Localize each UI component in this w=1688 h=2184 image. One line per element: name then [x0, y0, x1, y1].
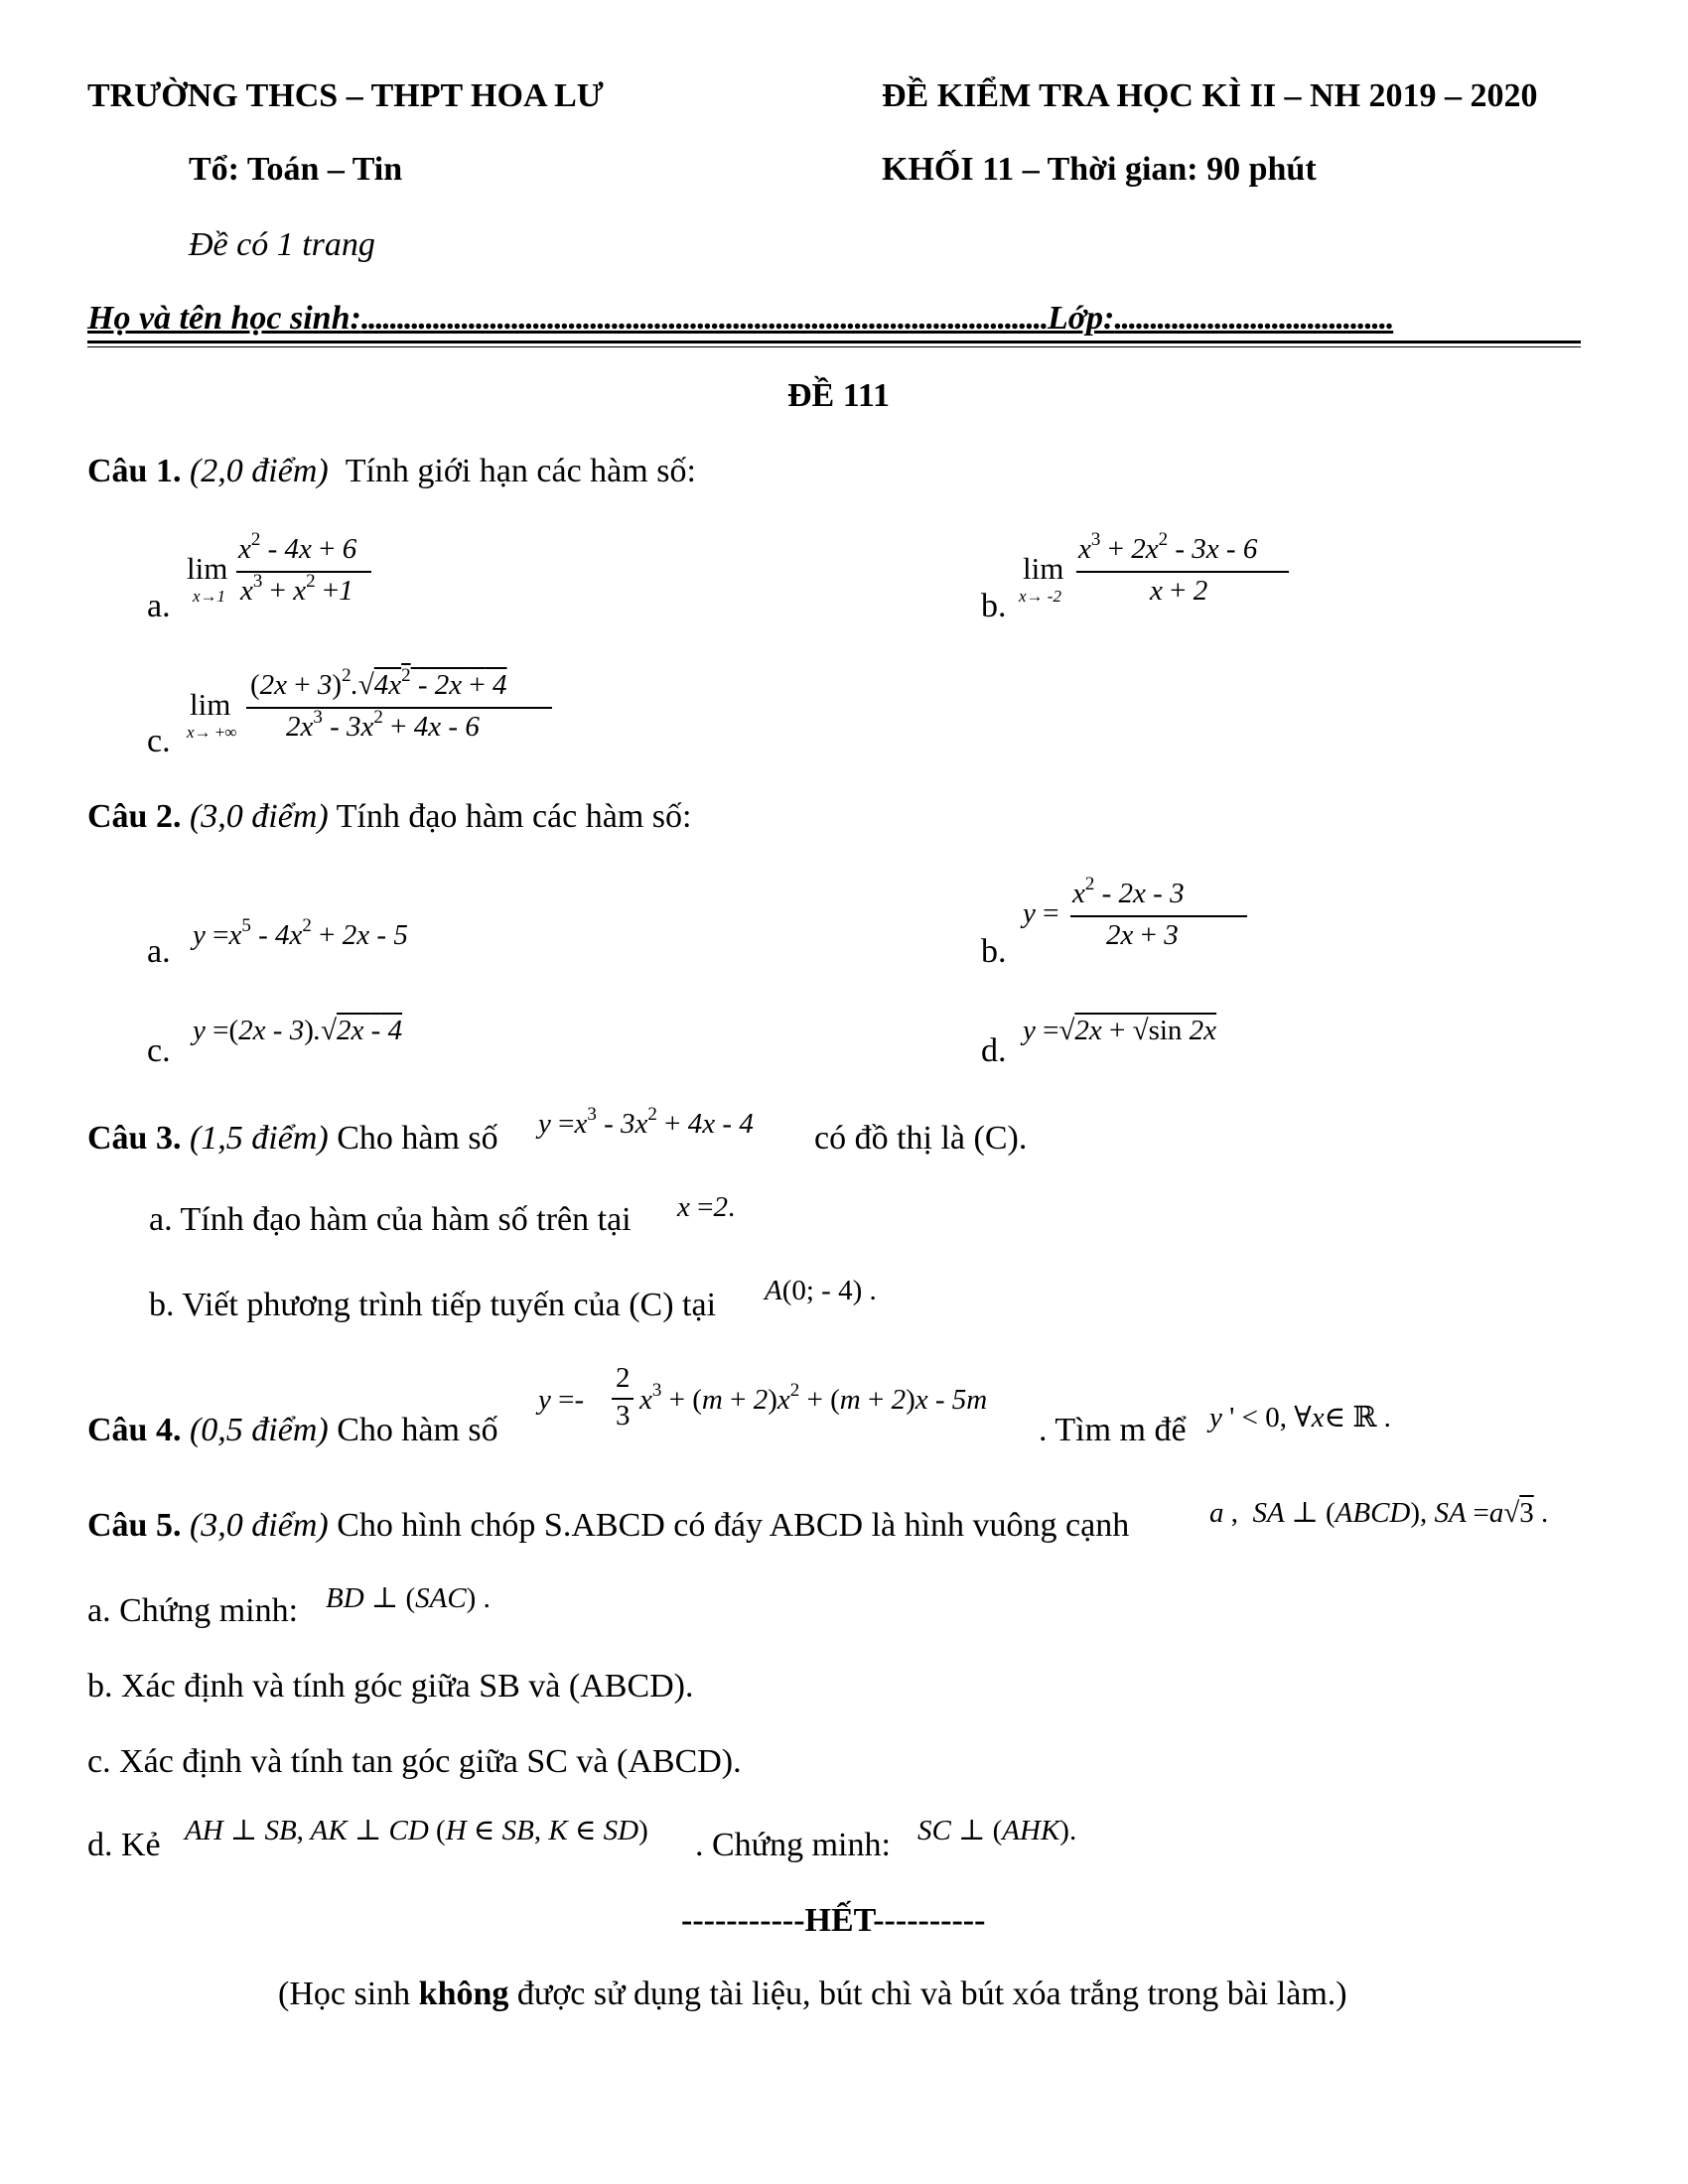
- question-3-function: $y =x^3 - 3x^2 + 4x - 4$: [538, 1104, 754, 1140]
- question-4-condition: y ' < 0, ∀x∈ ℝ .: [1209, 1402, 1391, 1433]
- question-5b: b. Xác định và tính góc giữa SB và (ABCD).: [87, 1668, 694, 1705]
- grade-time: KHỐI 11 – Thời gian: 90 phút: [882, 151, 1317, 188]
- question-3b-point: A(0; - 4) .: [765, 1275, 877, 1306]
- school-name: TRƯỜNG THCS – THPT HOA LƯ: [87, 77, 604, 114]
- question-2a-formula: $y =x^5 - 4x^2 + 2x - 5$: [193, 915, 408, 951]
- question-2c-marker: c.: [147, 1032, 171, 1069]
- header-divider-top: [87, 341, 1581, 343]
- question-2d-formula: y =√2x + √sin 2x: [1023, 1015, 1217, 1046]
- question-5a-text: a. Chứng minh:: [87, 1592, 299, 1629]
- question-4-label: Câu 4.: [87, 1412, 182, 1448]
- department: Tổ: Toán – Tin: [189, 151, 403, 188]
- question-3-label: Câu 3.: [87, 1120, 182, 1157]
- question-3-points: (1,5 điểm): [189, 1120, 329, 1157]
- header-divider-bottom: [87, 346, 1581, 347]
- question-4-points: (0,5 điểm): [189, 1412, 329, 1448]
- question-2c-formula: y =(2x - 3).√2x - 4: [193, 1015, 403, 1046]
- question-4-text-before: Cho hàm số: [337, 1412, 498, 1448]
- question-2b-marker: b.: [981, 933, 1007, 970]
- question-1-points: (2,0 điểm): [189, 453, 329, 489]
- footer-note: [278, 1976, 1347, 2013]
- question-2-points: (3,0 điểm): [189, 798, 329, 835]
- question-5d-statement: SC ⊥ (AHK).: [917, 1815, 1077, 1846]
- question-5d-text: d. Kẻ: [87, 1827, 161, 1863]
- question-1-text: Tính giới hạn các hàm số:: [345, 453, 696, 489]
- question-1a-marker: a.: [147, 588, 171, 624]
- question-2d-marker: d.: [981, 1032, 1007, 1069]
- question-5d-text2: . Chứng minh:: [695, 1827, 891, 1863]
- question-1-label: Câu 1.: [87, 453, 182, 489]
- question-3a-value: x =2.: [677, 1191, 736, 1223]
- question-3-text-after: có đồ thị là (C).: [814, 1120, 1028, 1157]
- footer-note-before: (Học sinh: [278, 1976, 419, 2012]
- question-5-conditions: a , SA ⊥ (ABCD), SA =a√3 .: [1209, 1497, 1549, 1529]
- question-1-heading: [87, 453, 696, 490]
- question-4-text-after: . Tìm m để: [1039, 1412, 1187, 1448]
- question-2-label: Câu 2.: [87, 798, 182, 835]
- question-3a-text: a. Tính đạo hàm của hàm số trên tại: [149, 1201, 632, 1238]
- question-2a-marker: a.: [147, 933, 171, 970]
- class-dots: .......................................: [1114, 300, 1394, 337]
- question-3a: [149, 1201, 632, 1239]
- question-5a: [87, 1592, 298, 1630]
- question-4-heading: [87, 1412, 498, 1449]
- question-5d-construction: AH ⊥ SB, AK ⊥ CD (H ∈ SB, K ∈ SD): [185, 1815, 648, 1846]
- question-2-heading: [87, 798, 691, 836]
- question-5-points: (3,0 điểm): [189, 1507, 329, 1544]
- student-name-dots: ................................................................................................: [360, 300, 1049, 337]
- question-2-text: Tính đạo hàm các hàm số:: [336, 798, 692, 835]
- question-5-heading: [87, 1507, 1129, 1545]
- end-mark: -----------HẾT----------: [681, 1902, 986, 1939]
- student-name-label: Họ và tên học sinh:: [87, 300, 361, 337]
- question-5-label: Câu 5.: [87, 1507, 182, 1544]
- question-5d: [87, 1827, 161, 1864]
- question-1b-marker: b.: [981, 588, 1007, 624]
- question-3b: [149, 1287, 716, 1324]
- footer-note-after: được sử dụng tài liệu, bút chì và bút xóa trắng trong bài làm.): [508, 1976, 1347, 2012]
- question-1c-marker: c.: [147, 723, 171, 759]
- question-5a-statement: BD ⊥ (SAC) .: [326, 1582, 491, 1614]
- question-5-text: Cho hình chóp S.ABCD có đáy ABCD là hình vuông cạnh: [337, 1507, 1130, 1544]
- student-name-line: [87, 300, 1393, 338]
- exam-code: ĐỀ 111: [787, 377, 890, 414]
- class-label: Lớp:: [1048, 300, 1115, 337]
- question-5c: c. Xác định và tính tan góc giữa SC và (ABCD).: [87, 1743, 742, 1780]
- pages-note: Đề có 1 trang: [189, 226, 375, 263]
- question-3-text-before: Cho hàm số: [337, 1120, 498, 1157]
- question-3b-text: b. Viết phương trình tiếp tuyến của (C) tại: [149, 1287, 717, 1323]
- question-3-heading: [87, 1120, 498, 1158]
- exam-title: ĐỀ KIỂM TRA HỌC KÌ II – NH 2019 – 2020: [882, 77, 1538, 114]
- footer-note-bold: không: [418, 1976, 509, 2012]
